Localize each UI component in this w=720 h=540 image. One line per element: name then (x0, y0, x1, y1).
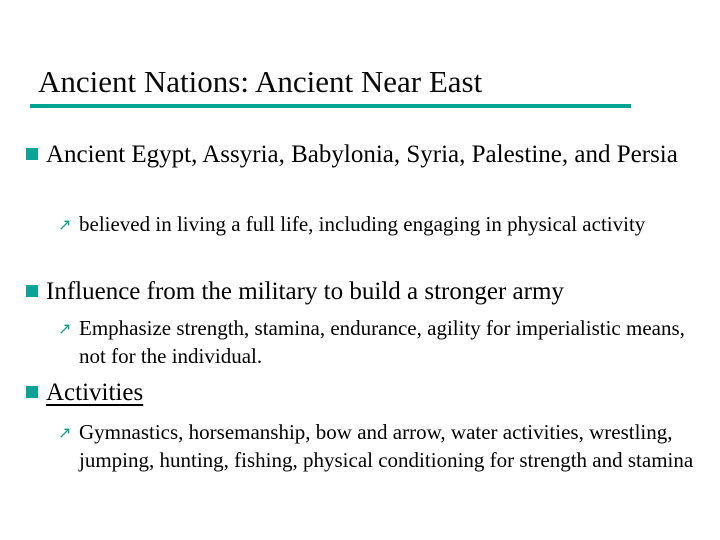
bullet-text: Ancient Egypt, Assyria, Babylonia, Syria, Palestine, and Persia (46, 141, 678, 168)
square-bullet-icon (26, 148, 38, 160)
bullet-item (26, 378, 706, 408)
diagonal-arrow-icon: ↗ (58, 423, 72, 442)
slide-title: Ancient Nations: Ancient Near East (38, 64, 483, 99)
square-bullet-icon (26, 285, 38, 297)
diagonal-arrow-icon: ↗ (58, 215, 72, 234)
bullet-item (26, 277, 706, 307)
sub-bullet-text: Emphasize strength, stamina, endurance, agility for imperialistic means, not for the individual. (79, 316, 685, 368)
sub-bullet-item (58, 418, 698, 474)
bullet-text: Influence from the military to build a stronger army (46, 278, 564, 305)
sub-bullet-item (58, 314, 698, 370)
sub-bullet-item (58, 210, 698, 238)
bullet-text: Activities (46, 379, 144, 406)
diagonal-arrow-icon: ↗ (58, 319, 72, 338)
title-underline-rule (30, 104, 631, 108)
sub-bullet-text: Gymnastics, horsemanship, bow and arrow, water activities, wrestling, jumping, hunting, fishing, physical conditioning for strength and stamina (79, 420, 694, 472)
bullet-item (26, 140, 706, 170)
square-bullet-icon (26, 386, 38, 398)
sub-bullet-text: believed in living a full life, including engaging in physical activity (79, 212, 646, 236)
